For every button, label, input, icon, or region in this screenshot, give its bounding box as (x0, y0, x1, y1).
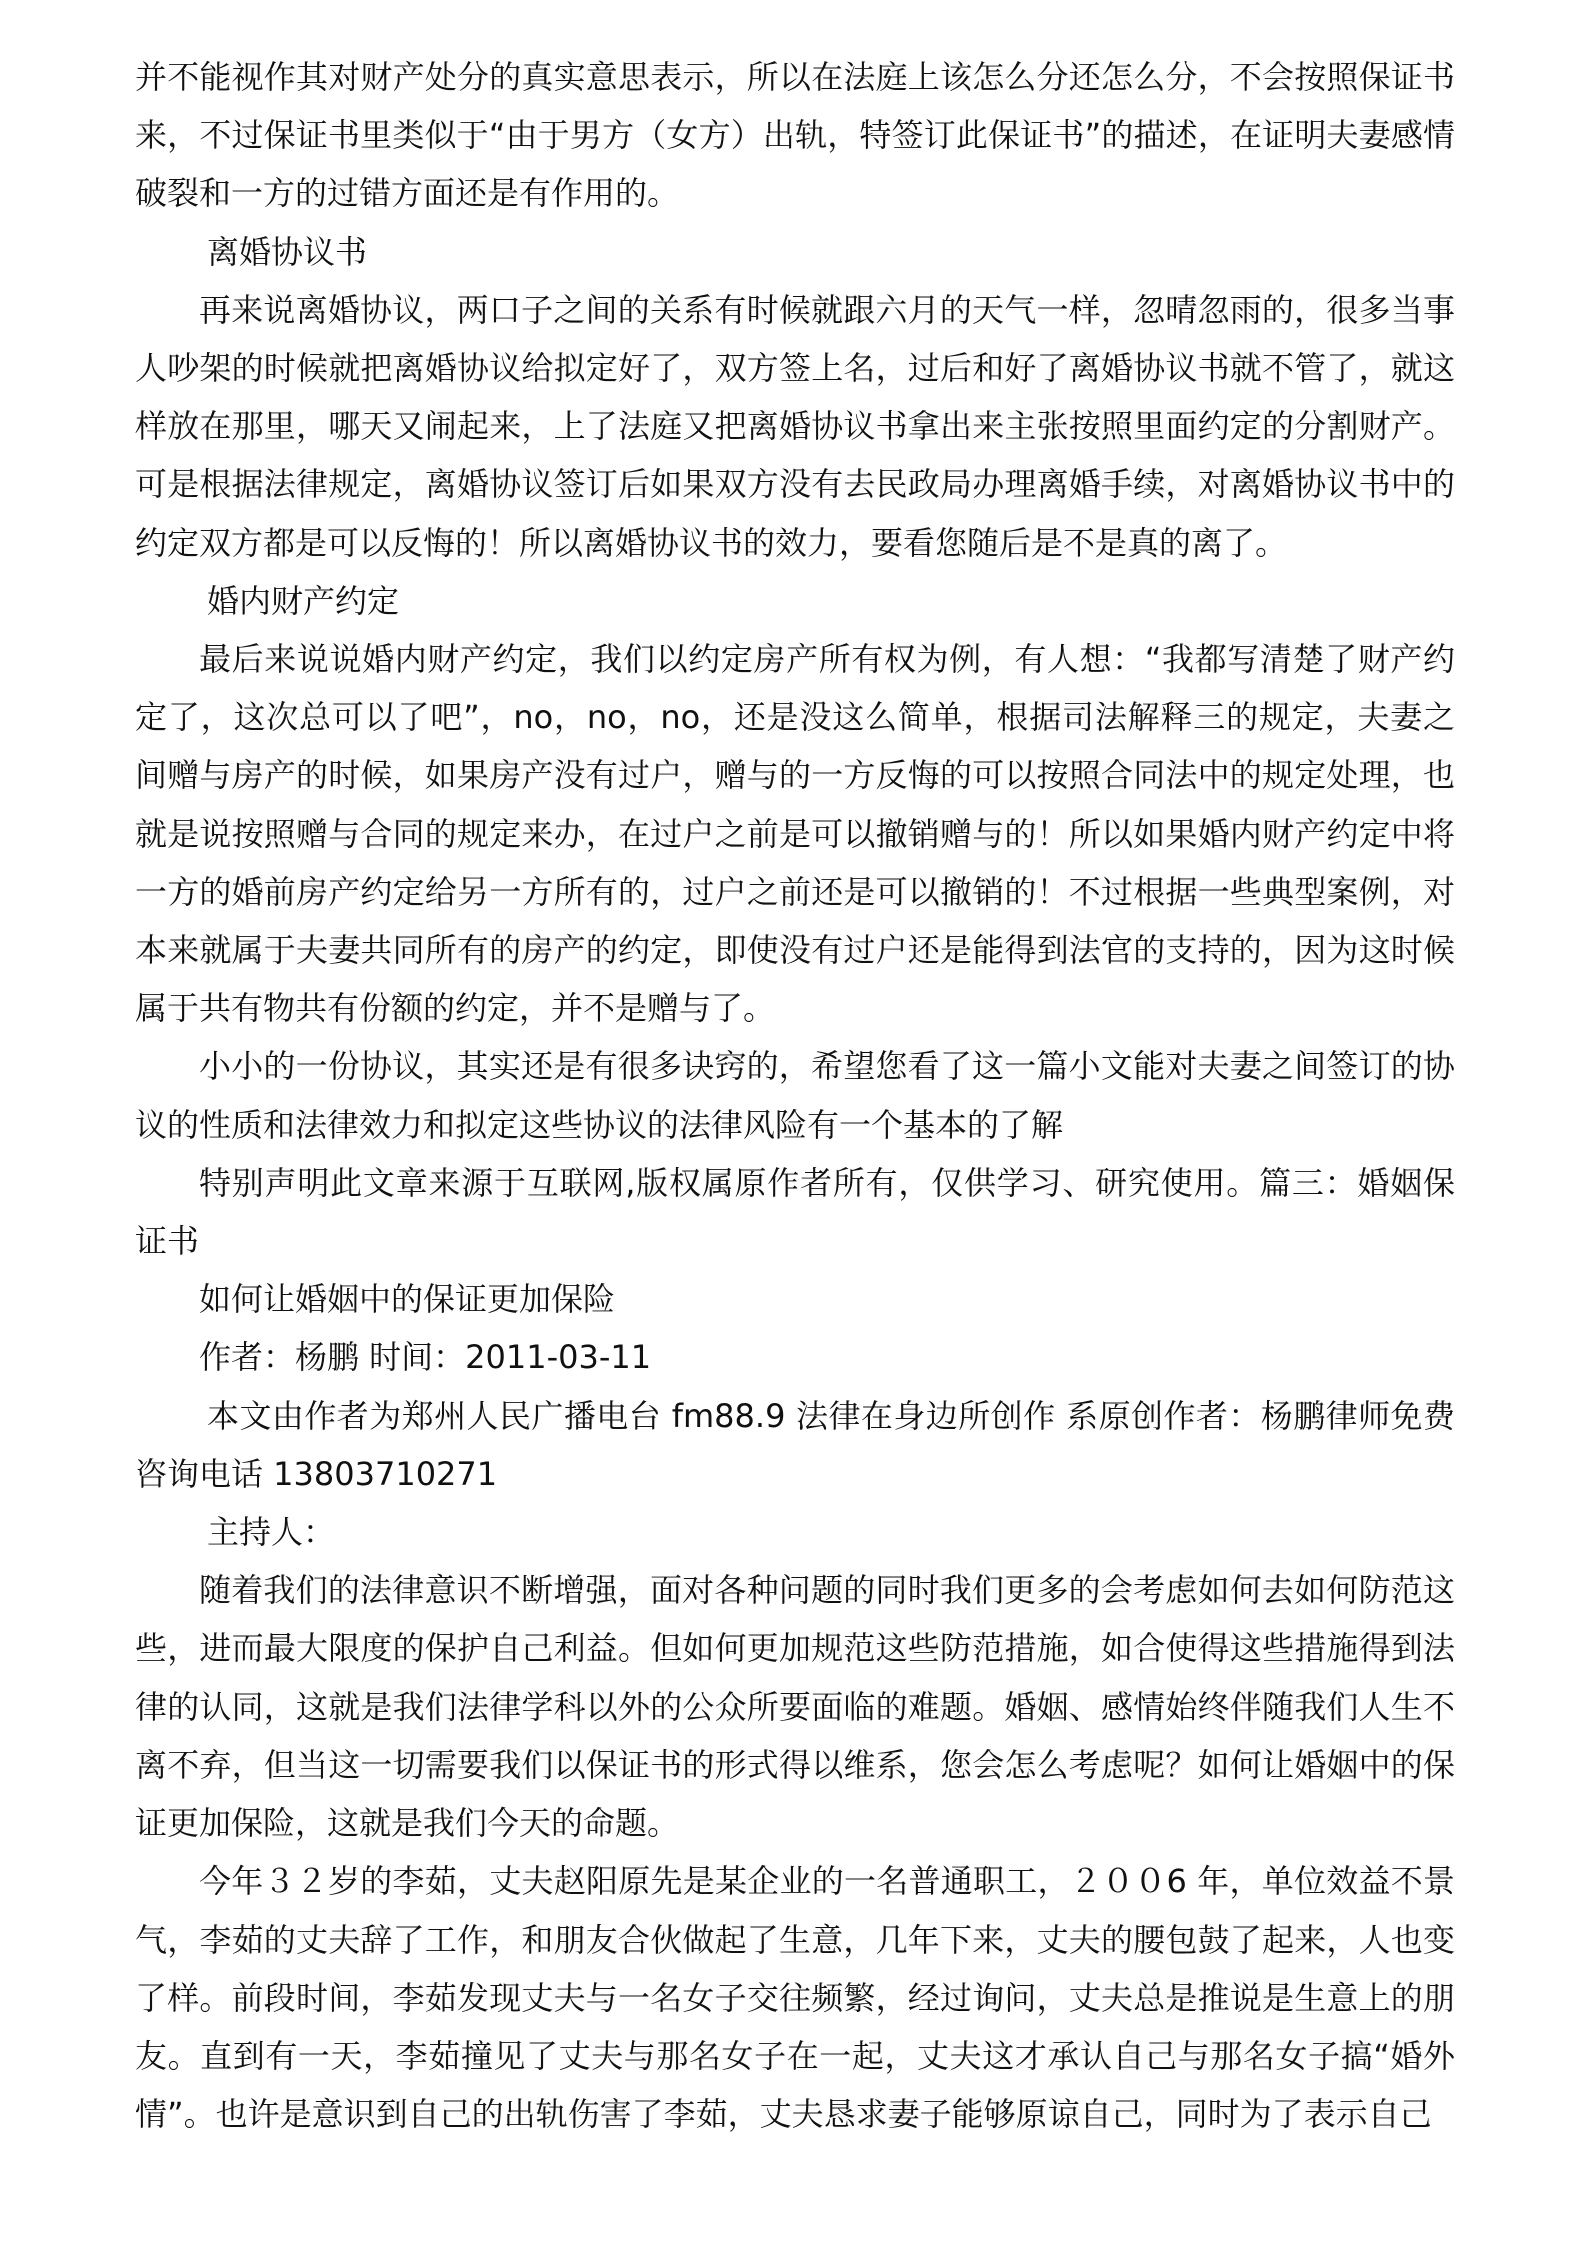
paragraph-case-story: 今年３２岁的李茹，丈夫赵阳原先是某企业的一名普通职工，２００6 年，单位效益不景气，李茹的丈夫辞了工作，和朋友合伙做起了生意，几年下来，丈夫的腰包鼓了起来，人也变了样。前段时间，李茹发现丈夫与一名女子交往频繁，经过询问，丈夫总是推说是生意上的朋友。直到有一天，李茹撞见了丈夫与那名女子在一起，丈夫这才承认自己与那名女子搞“婚外情”。也许是意识到自己的出轨伤害了李茹，丈夫恳求妻子能够原谅自己，同时为了表示自己 (135, 1862, 1455, 2134)
paragraph-host-intro: 随着我们的法律意识不断增强，面对各种问题的同时我们更多的会考虑如何去如何防范这些，进而最大限度的保护自己利益。但如何更加规范这些防范措施，如合使得这些措施得到法律的认同，这就是我们法律学科以外的公众所要面临的难题。婚姻、感情始终伴随我们人生不离不弃，但当这一切需要我们以保证书的形式得以维系，您会怎么考虑呢？如何让婚姻中的保证更加保险，这就是我们今天的命题。 (135, 1571, 1455, 1843)
paragraph-marital-property: 最后来说说婚内财产约定，我们以约定房产所有权为例，有人想：“我都写清楚了财产约定了，这次总可以了吧”，no，no，no，还是没这么简单，根据司法解释三的规定，夫妻之间赠与房产的时候，如果房产没有过户，赠与的一方反悔的可以按照合同法中的规定处理，也就是说按照赠与合同的规定来办，在过户之前是可以撤销赠与的！所以如果婚内财产约定中将一方的婚前房产约定给另一方所有的，过户之前还是可以撤销的！不过根据一些典型案例，对本来就属于夫妻共同所有的房产的约定，即使没有过户还是能得到法官的支持的，因为这时候属于共有物共有份额的约定，并不是赠与了。 (135, 640, 1455, 1028)
article-byline: 作者：杨鹏 时间：2011-03-11 (199, 1338, 652, 1377)
section-heading-divorce-agreement: 离婚协议书 (207, 232, 368, 271)
paragraph-divorce-agreement: 再来说离婚协议，两口子之间的关系有时候就跟六月的天气一样，忽晴忽雨的，很多当事人吵架的时候就把离婚协议给拟定好了，双方签上名，过后和好了离婚协议书就不管了，就这样放在那里，哪天又闹起来，上了法庭又把离婚协议书拿出来主张按照里面约定的分割财产。可是根据法律规定，离婚协议签订后如果双方没有去民政局办理离婚手续，对离婚协议书中的约定双方都是可以反悔的！所以离婚协议书的效力，要看您随后是不是真的离了。 (135, 290, 1455, 562)
article-source-note: 本文由作者为郑州人民广播电台 fm88.9 法律在身边所创作 系原创作者：杨鹏律师免费咨询电话 13803710271 (135, 1396, 1455, 1493)
article-title: 如何让婚姻中的保证更加保险 (199, 1280, 616, 1319)
section-heading-marital-property: 婚内财产约定 (207, 581, 400, 620)
paragraph-summary: 小小的一份协议，其实还是有很多诀窍的，希望您看了这一篇小文能对夫妻之间签订的协议的性质和法律效力和拟定这些协议的法律风险有一个基本的了解 (135, 1047, 1455, 1144)
paragraph-disclaimer: 特别声明此文章来源于互联网,版权属原作者所有，仅供学习、研究使用。篇三：婚姻保证书 (135, 1163, 1455, 1261)
document-body (135, 48, 1455, 2143)
host-label: 主持人： (207, 1513, 336, 1552)
paragraph-continuation: 并不能视作其对财产处分的真实意思表示，所以在法庭上该怎么分还怎么分，不会按照保证书来，不过保证书里类似于“由于男方（女方）出轨，特签订此保证书”的描述，在证明夫妻感情破裂和一方的过错方面还是有作用的。 (135, 58, 1455, 213)
